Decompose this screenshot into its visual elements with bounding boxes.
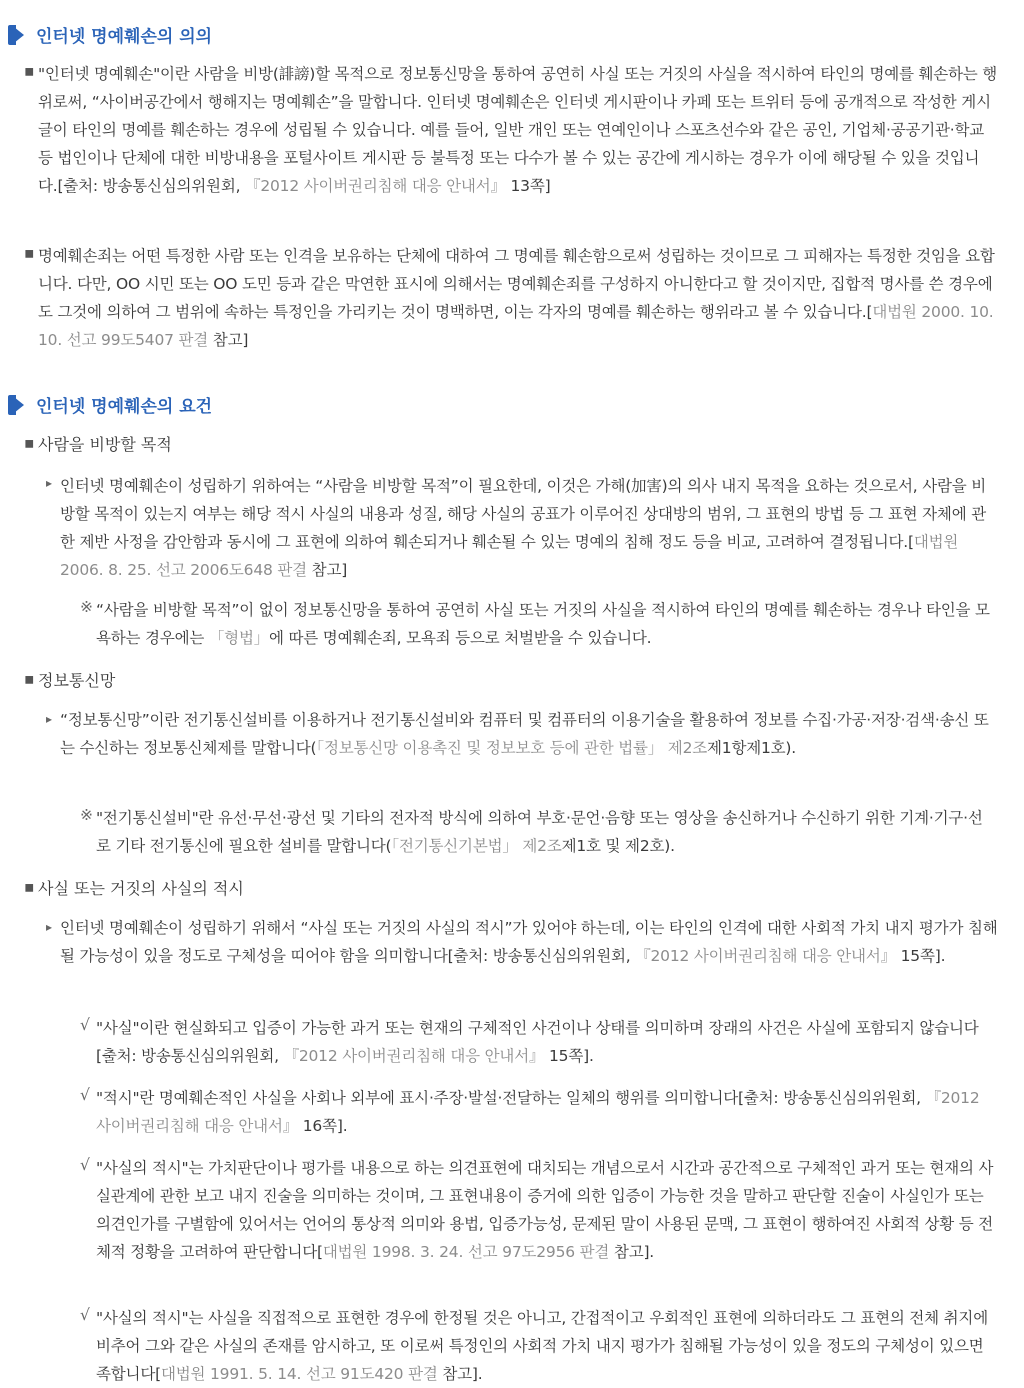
section-marker-icon: [14, 397, 24, 413]
source-reference: 『2012 사이버권리침해 대응 안내서』: [635, 947, 896, 965]
note-text: “사람을 비방할 목적”이 없이 정보통신망을 통하여 공연히 사실 또는 거짓의 사실을 적시하여 타인의 명예를 훼손하는 경우나 타인을 모욕하는 경우에는: [96, 601, 990, 647]
paragraph-fact-statement: [60, 914, 998, 970]
case-reference: 대법원 1991. 5. 14. 선고 91도420 판결: [160, 1365, 438, 1383]
paragraph-text: "인터넷 명예훼손"이란 사람을 비방(誹謗)할 목적으로 정보통신망을 통하여 공연히 사실 또는 거짓의 사실을 적시하여 타인의 명예를 훼손하는 행위로써, “사이버공간에서 행해지는 명예훼손”을 말합니다. 인터넷 명예훼손은 인터넷 게시판이나 카페 또는 트위터 등에 공개적으로 작성한 게시글이 타인의 명예를 훼손하는 경우에 성립될 수 있습니다. 예를 들어, 일반 개인 또는 연예인이나 스포츠선수와 같은 공인, 기업체·공공기관·학교 등 법인이나 단체에 대한 비방내용을 포털사이트 게시판 등 불특정 또는 다수가 볼 수 있는 공간에 게시하는 경우가 이에 해당될 수 있을 것입니다.[출처: 방송통신심의위원회,: [38, 65, 998, 195]
check-text: "적시"란 명예훼손적인 사실을 사회나 외부에 표시·주장·발설·전달하는 일체의 행위를 의미합니다[출처: 방송통신심의위원회,: [96, 1089, 926, 1107]
paragraph-text: 인터넷 명예훼손이 성립하기 위해서 “사실 또는 거짓의 사실의 적시”가 있어야 하는데, 이는 타인의 인격에 대한 사회적 가치 내지 평가가 침해될 가능성이 있을 정도로 구체성을 띠어야 함을 의미합니다[출처: 방송통신심의위원회,: [60, 919, 998, 965]
check-item-fact-vs-opinion: [96, 1154, 998, 1266]
arrow-icon: ▸: [46, 476, 53, 490]
note-facility: [96, 804, 996, 860]
section-title: 인터넷 명예훼손의 의의: [36, 27, 213, 47]
note-text: 제1호 및 제2호).: [561, 837, 675, 855]
bullet-icon: ▪: [24, 434, 35, 452]
paragraph-victim: [38, 242, 998, 354]
subheading-network: 정보통신망: [38, 671, 116, 690]
case-reference: 대법원 2000. 10. 10. 선고 99도5407 판결: [38, 303, 994, 349]
check-text: "사실의 적시"는 가치판단이나 평가를 내용으로 하는 의견표현에 대치되는 개념으로서 시간과 공간적으로 구체적인 과거 또는 현재의 사실관계에 관한 보고 내지 진술을 의미하는 것이며, 그 표현내용이 증거에 의한 입증이 가능한 것을 말하고 판단할 진술이 사실인가 또는 의견인가를 구별함에 있어서는 언어의 통상적 의미와 용법, 입증가능성, 문제된 말이 사용된 문맥, 그 표현이 행하여진 사회적 상황 등 전체적 정황을 고려하여 판단합니다[: [96, 1159, 994, 1261]
section-heading-requirements: [0, 392, 212, 417]
arrow-icon: ▸: [46, 712, 53, 726]
arrow-icon: ▸: [46, 920, 53, 934]
section-heading-meaning: [0, 22, 212, 47]
bullet-icon: ▪: [24, 670, 35, 688]
reference-suffix: 참고].: [609, 1243, 655, 1261]
check-text: "사실"이란 현실화되고 입증이 가능한 과거 또는 현재의 구체적인 사건이나 상태를 의미하며 장래의 사건은 사실에 포함되지 않습니다[출처: 방송통신심의위원회,: [96, 1019, 979, 1065]
source-reference: 『2012 사이버권리침해 대응 안내서』: [96, 1089, 980, 1135]
law-reference: 「형법」: [208, 629, 270, 647]
bullet-icon: ▪: [24, 62, 35, 80]
paragraph-definition: [38, 60, 998, 200]
page-reference: 16쪽].: [298, 1117, 348, 1135]
check-text: "사실의 적시"는 사실을 직접적으로 표현한 경우에 한정될 것은 아니고, 간접적이고 우회적인 표현에 의하더라도 그 표현의 전체 취지에 비추어 그와 같은 사실의 존재를 암시하고, 또 이로써 특정인의 사회적 가치 내지 평가가 침해될 가능성이 있을 정도의 구체성이 있으면 족합니다[: [96, 1309, 988, 1383]
source-reference: 『2012 사이버권리침해 대응 안내서』: [283, 1047, 545, 1065]
check-icon: √: [80, 1016, 90, 1034]
check-item-fact: [96, 1014, 998, 1070]
check-icon: √: [80, 1156, 90, 1174]
page-reference: 15쪽].: [544, 1047, 594, 1065]
section-marker-icon: [14, 27, 24, 43]
check-icon: √: [80, 1086, 90, 1104]
law-reference: 「정보통신망 이용촉진 및 정보보호 등에 관한 법률」 제2조: [316, 739, 708, 757]
subheading-fact-statement: 사실 또는 거짓의 사실의 적시: [38, 879, 244, 898]
paragraph-purpose: [60, 472, 998, 584]
page-reference: 15쪽].: [895, 947, 946, 965]
paragraph-text: “정보통신망”이란 전기통신설비를 이용하거나 전기통신설비와 컴퓨터 및 컴퓨터의 이용기술을 활용하여 정보를 수집·가공·저장·검색·송신 또는 수신하는 정보통신체제를 말합니다(: [60, 711, 989, 757]
note-text: 에 따른 명예훼손죄, 모욕죄 등으로 처벌받을 수 있습니다.: [269, 629, 652, 647]
subheading-defamation-purpose: 사람을 비방할 목적: [38, 435, 172, 454]
reference-suffix: 참고]: [306, 561, 348, 579]
reference-suffix: 참고].: [437, 1365, 483, 1383]
paragraph-text: 명예훼손죄는 어떤 특정한 사람 또는 인격을 보유하는 단체에 대하여 그 명예를 훼손함으로써 성립하는 것이므로 그 피해자는 특정한 것임을 요합니다. 다만, OO 시민 또는 OO 도민 등과 같은 막연한 표시에 의해서는 명예훼손죄를 구성하지 아니한다고 할 것이지만, 집합적 명사를 쓴 경우에도 그것에 의하여 그 범위에 속하는 특정인을 가리키는 것이 명백하면, 이는 각자의 명예를 훼손하는 행위라고 볼 수 있습니다.[: [38, 247, 995, 321]
reference-suffix: 제1항제1호).: [707, 739, 797, 757]
note-icon: ※: [80, 598, 93, 616]
paragraph-network: [60, 706, 998, 762]
section-title: 인터넷 명예훼손의 요건: [36, 397, 213, 417]
check-icon: √: [80, 1306, 90, 1324]
page-reference: 13쪽]: [505, 177, 551, 195]
case-reference: 대법원 2006. 8. 25. 선고 2006도648 판결: [60, 533, 959, 579]
bullet-icon: ▪: [24, 878, 35, 896]
source-reference: 『2012 사이버권리침해 대응 안내서』: [245, 177, 506, 195]
note-purpose: [96, 596, 996, 652]
bullet-icon: ▪: [24, 244, 35, 262]
check-item-statement: [96, 1084, 998, 1140]
paragraph-text: 인터넷 명예훼손이 성립하기 위하여는 “사람을 비방할 목적”이 필요한데, 이것은 가해(加害)의 의사 내지 목적을 요하는 것으로서, 사람을 비방할 목적이 있는지 여부는 해당 적시 사실의 내용과 성질, 해당 사실의 공표가 이루어진 상대방의 범위, 그 표현의 방법 등 그 표현 자체에 관한 제반 사정을 감안함과 동시에 그 표현에 의하여 훼손되거나 훼손될 수 있는 명예의 침해 정도 등을 비교, 고려하여 결정됩니다.[: [60, 477, 987, 551]
check-item-indirect: [96, 1304, 998, 1388]
case-reference: 대법원 1998. 3. 24. 선고 97도2956 판결: [322, 1243, 610, 1261]
note-icon: ※: [80, 806, 93, 824]
note-text: "전기통신설비"란 유선·무선·광선 및 기타의 전자적 방식에 의하여 부호·문언·음향 또는 영상을 송신하거나 수신하기 위한 기계·기구·선로 기타 전기통신에 필요한 설비를 말합니다(: [96, 809, 983, 855]
law-reference: 「전기통신기본법」 제2조: [391, 837, 562, 855]
reference-suffix: 참고]: [208, 331, 249, 349]
